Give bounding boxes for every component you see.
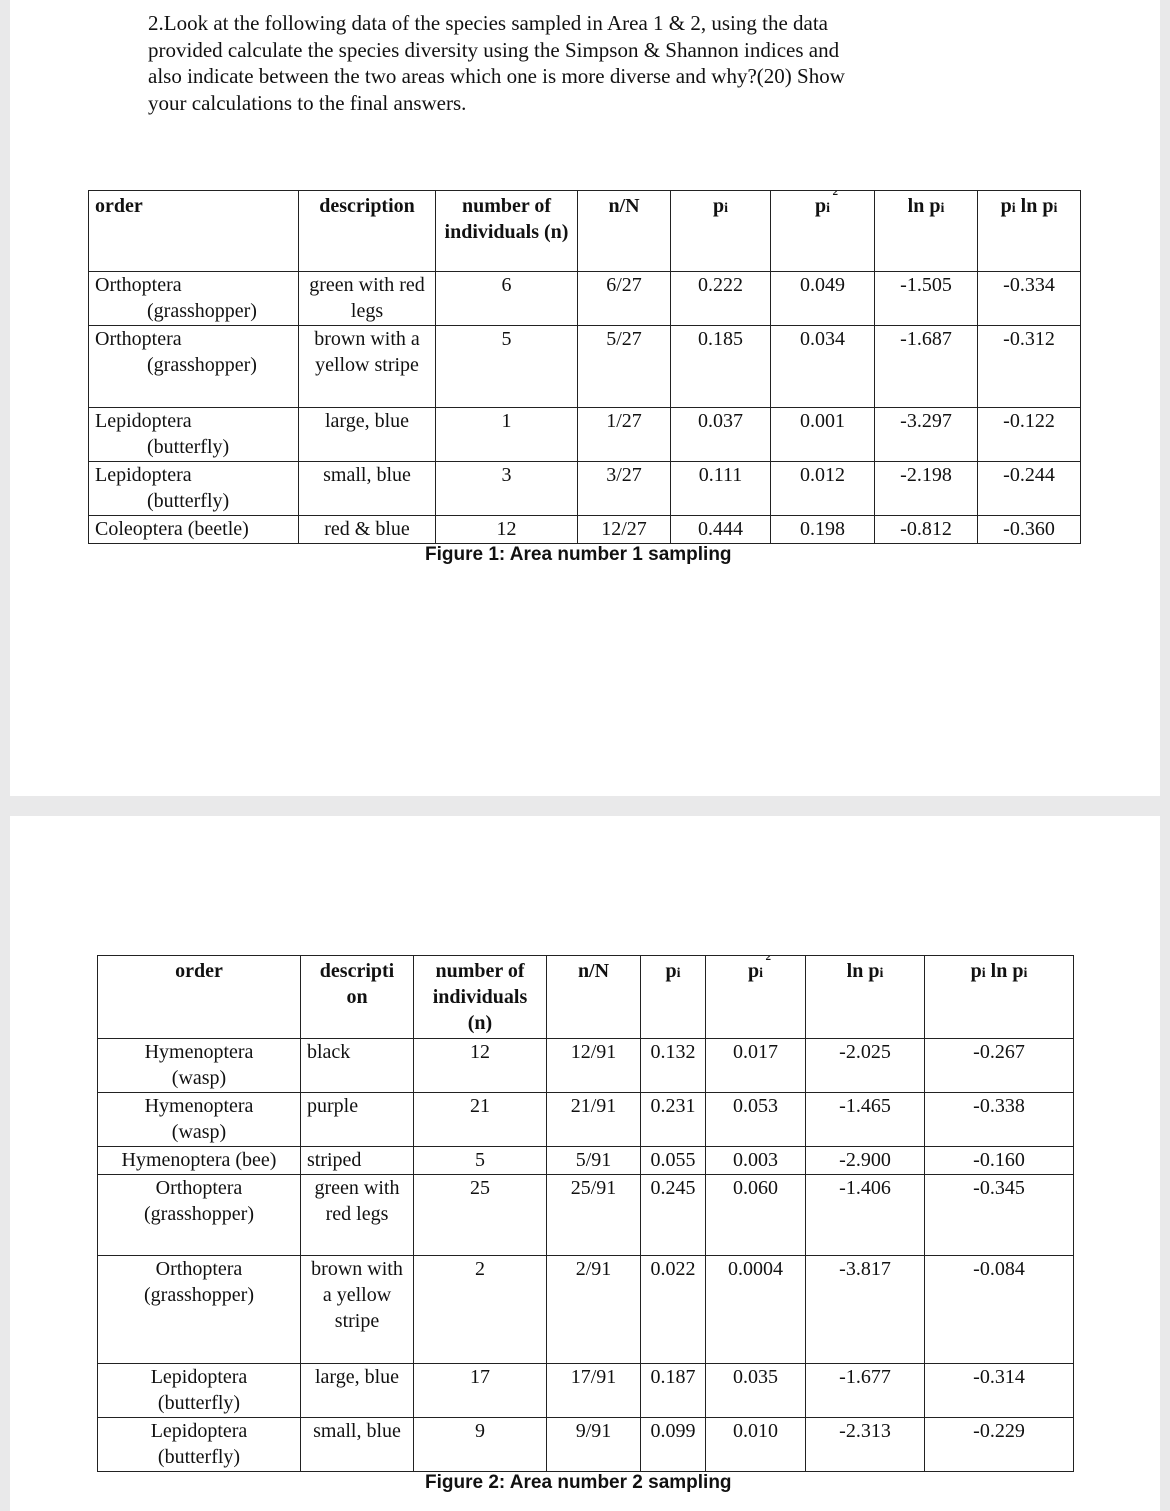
pi2-cell: 0.198 (771, 516, 875, 544)
lnpi-cell: -1.505 (875, 272, 978, 326)
table-row (89, 462, 1081, 516)
pi-cell: 0.055 (641, 1147, 706, 1175)
lnpi-cell: -0.812 (875, 516, 978, 544)
description-cell: green with red legs (299, 272, 436, 326)
nN-cell: 3/27 (578, 462, 671, 516)
nN-cell: 21/91 (547, 1093, 641, 1147)
description-cell: red & blue (299, 516, 436, 544)
table-row (89, 516, 1081, 544)
pilnpi-cell: -0.345 (925, 1175, 1074, 1256)
pilnpi-cell: -0.312 (978, 326, 1081, 408)
header-ln-pi: ln pi (806, 956, 925, 1039)
table-row (98, 1039, 1074, 1093)
pi-cell: 0.245 (641, 1175, 706, 1256)
header-order: order (89, 191, 299, 272)
description-cell: large, blue (299, 408, 436, 462)
nN-cell: 1/27 (578, 408, 671, 462)
n-cell: 12 (414, 1039, 547, 1093)
pilnpi-cell: -0.314 (925, 1364, 1074, 1418)
pilnpi-cell: -0.160 (925, 1147, 1074, 1175)
n-cell: 6 (436, 272, 578, 326)
order-cell: Lepidoptera (butterfly) (89, 408, 299, 462)
table-row (98, 1093, 1074, 1147)
table-row (98, 1418, 1074, 1472)
header-pi: pi (641, 956, 706, 1039)
order-cell: Orthoptera (grasshopper) (89, 272, 299, 326)
n-cell: 5 (436, 326, 578, 408)
pi-cell: 0.185 (671, 326, 771, 408)
area-2-table (97, 955, 1074, 1472)
pi2-cell: 0.017 (706, 1039, 806, 1093)
lnpi-cell: -1.465 (806, 1093, 925, 1147)
figure-1-caption: Figure 1: Area number 1 sampling (425, 544, 732, 565)
n-cell: 5 (414, 1147, 547, 1175)
pilnpi-cell: -0.267 (925, 1039, 1074, 1093)
header-pi: pi (671, 191, 771, 272)
n-cell: 3 (436, 462, 578, 516)
table-row (89, 408, 1081, 462)
pilnpi-cell: -0.334 (978, 272, 1081, 326)
description-cell: small, blue (299, 462, 436, 516)
pilnpi-cell: -0.084 (925, 1256, 1074, 1364)
n-cell: 12 (436, 516, 578, 544)
table-row (98, 1256, 1074, 1364)
nN-cell: 25/91 (547, 1175, 641, 1256)
lnpi-cell: -3.297 (875, 408, 978, 462)
pilnpi-cell: -0.229 (925, 1418, 1074, 1472)
pi-cell: 0.187 (641, 1364, 706, 1418)
order-cell: Hymenoptera (wasp) (98, 1039, 301, 1093)
figure-2-caption: Figure 2: Area number 2 sampling (425, 1472, 732, 1493)
n-cell: 21 (414, 1093, 547, 1147)
n-cell: 1 (436, 408, 578, 462)
header-nN: n/N (578, 191, 671, 272)
n-cell: 2 (414, 1256, 547, 1364)
pi-cell: 0.099 (641, 1418, 706, 1472)
nN-cell: 2/91 (547, 1256, 641, 1364)
pi2-cell: 0.035 (706, 1364, 806, 1418)
header-description: description (299, 191, 436, 272)
area-1-header-row (89, 191, 1081, 272)
n-cell: 9 (414, 1418, 547, 1472)
table-row (98, 1147, 1074, 1175)
pi2-cell: 0.060 (706, 1175, 806, 1256)
description-cell: brown with a yellow stripe (299, 326, 436, 408)
description-cell: brown with a yellow stripe (301, 1256, 414, 1364)
lnpi-cell: -2.313 (806, 1418, 925, 1472)
pi2-cell: 0.003 (706, 1147, 806, 1175)
order-cell: Lepidoptera (butterfly) (98, 1418, 301, 1472)
description-cell: purple (301, 1093, 414, 1147)
order-cell: Lepidoptera (butterfly) (89, 462, 299, 516)
area-2-header-row (98, 956, 1074, 1039)
nN-cell: 12/91 (547, 1039, 641, 1093)
pi-cell: 0.111 (671, 462, 771, 516)
nN-cell: 5/27 (578, 326, 671, 408)
header-number: number of individuals (n) (436, 191, 578, 272)
table-row (98, 1364, 1074, 1418)
lnpi-cell: -1.677 (806, 1364, 925, 1418)
pi-cell: 0.231 (641, 1093, 706, 1147)
lnpi-cell: -2.025 (806, 1039, 925, 1093)
pi-cell: 0.022 (641, 1256, 706, 1364)
pi2-cell: 0.049 (771, 272, 875, 326)
header-pi-ln-pi: pi ln pi (925, 956, 1074, 1039)
nN-cell: 9/91 (547, 1418, 641, 1472)
description-cell: green with red legs (301, 1175, 414, 1256)
order-cell: Lepidoptera (butterfly) (98, 1364, 301, 1418)
header-pi-squared: pi 2 (771, 191, 875, 272)
lnpi-cell: -1.687 (875, 326, 978, 408)
nN-cell: 17/91 (547, 1364, 641, 1418)
lnpi-cell: -1.406 (806, 1175, 925, 1256)
header-pi-squared: pi 2 (706, 956, 806, 1039)
pi-cell: 0.037 (671, 408, 771, 462)
area-1-table (88, 190, 1081, 544)
pi2-cell: 0.0004 (706, 1256, 806, 1364)
header-description: descripti on (301, 956, 414, 1039)
description-cell: large, blue (301, 1364, 414, 1418)
order-cell: Orthoptera (grasshopper) (98, 1175, 301, 1256)
nN-cell: 5/91 (547, 1147, 641, 1175)
pi2-cell: 0.053 (706, 1093, 806, 1147)
description-cell: black (301, 1039, 414, 1093)
n-cell: 17 (414, 1364, 547, 1418)
pi2-cell: 0.034 (771, 326, 875, 408)
table-row (89, 272, 1081, 326)
pi2-cell: 0.010 (706, 1418, 806, 1472)
nN-cell: 12/27 (578, 516, 671, 544)
pilnpi-cell: -0.244 (978, 462, 1081, 516)
header-pi-ln-pi: pi ln pi (978, 191, 1081, 272)
table-row (89, 326, 1081, 408)
n-cell: 25 (414, 1175, 547, 1256)
pi2-cell: 0.001 (771, 408, 875, 462)
description-cell: striped (301, 1147, 414, 1175)
nN-cell: 6/27 (578, 272, 671, 326)
pi-cell: 0.222 (671, 272, 771, 326)
pi-cell: 0.132 (641, 1039, 706, 1093)
pi-cell: 0.444 (671, 516, 771, 544)
question-text: 2.Look at the following data of the species sampled in Area 1 & 2, using the data provided calculate the species diversity using the Simpson & Shannon indices and also indicate between the two areas which one is more diverse and why?(20) Show your calculations to the final answers. (148, 11, 845, 115)
header-ln-pi: ln pi (875, 191, 978, 272)
lnpi-cell: -3.817 (806, 1256, 925, 1364)
lnpi-cell: -2.198 (875, 462, 978, 516)
order-cell: Coleoptera (beetle) (89, 516, 299, 544)
header-nN: n/N (547, 956, 641, 1039)
pilnpi-cell: -0.360 (978, 516, 1081, 544)
pi2-cell: 0.012 (771, 462, 875, 516)
lnpi-cell: -2.900 (806, 1147, 925, 1175)
order-cell: Hymenoptera (bee) (98, 1147, 301, 1175)
order-cell: Orthoptera (grasshopper) (98, 1256, 301, 1364)
page-1 (10, 0, 1160, 796)
page-2 (10, 816, 1160, 1511)
table-row (98, 1175, 1074, 1256)
pilnpi-cell: -0.122 (978, 408, 1081, 462)
order-cell: Hymenoptera (wasp) (98, 1093, 301, 1147)
description-cell: small, blue (301, 1418, 414, 1472)
pilnpi-cell: -0.338 (925, 1093, 1074, 1147)
header-order: order (98, 956, 301, 1039)
order-cell: Orthoptera (grasshopper) (89, 326, 299, 408)
header-number: number of individuals (n) (414, 956, 547, 1039)
